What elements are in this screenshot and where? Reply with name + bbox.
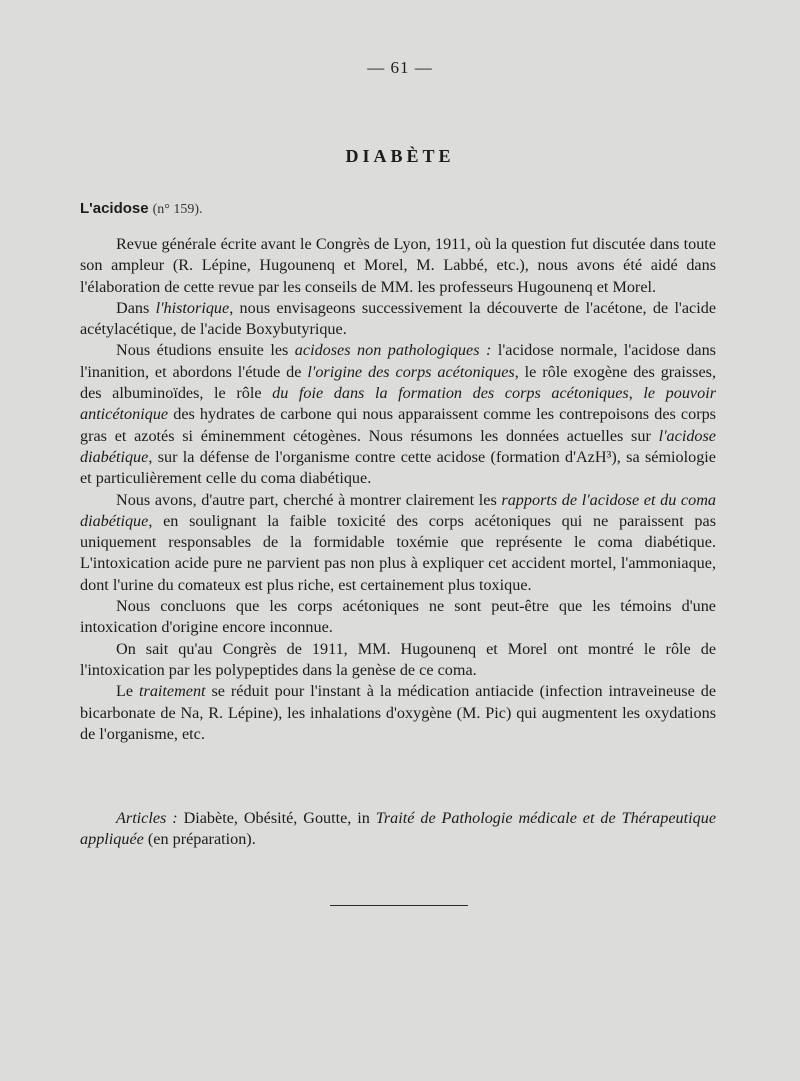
italic-run: traitement	[139, 682, 206, 701]
text-run: se réduit pour l'instant à la médication antiacide (infection intraveineuse de bicarbonate de Na, R. Lépine), les inhalations d'oxygène (M. Pic) qui augmentent les oxydations de l'organisme, etc.	[80, 682, 716, 743]
section-heading-label: L'acidose	[80, 200, 149, 217]
text-run: Le	[116, 682, 140, 701]
text-run: l'acidose normale, l'acidose dans l'inanition, et abordons l'étude de	[80, 341, 716, 381]
italic-run: rapports de l'acidose et du coma diabétique	[80, 490, 716, 530]
text-run: , sur la défense de l'organisme contre cette acidose (formation d'AzH³), sa sémiologie et particulièrement celle du coma diabétique.	[80, 447, 716, 488]
text-run: ,	[628, 384, 644, 403]
text-run: (en préparation).	[143, 830, 256, 849]
paragraph-5: Nous concluons que les corps acétoniques ne sont peut-être que les témoins d'une intoxication d'origine encore inconnue.	[80, 597, 716, 637]
paragraph-7	[80, 681, 716, 745]
italic-run: l'historique	[155, 298, 230, 317]
articles-paragraph	[80, 808, 716, 851]
paragraph-1: Revue générale écrite avant le Congrès de Lyon, 1911, où la question fut discutée dans toute son ampleur (R. Lépine, Hugounenq et Morel, M. Labbé, etc.), nous avons été aidé dans l'élaboration de cette revue par les conseils de MM. les professeurs Hugounenq et Morel.	[80, 235, 716, 296]
italic-run: l'origine des corps acétoniques	[307, 362, 515, 381]
page-title: DIABÈTE	[345, 146, 455, 166]
body-text	[80, 234, 716, 745]
text-run: Nous étudions ensuite les	[116, 341, 295, 360]
paragraph-6: On sait qu'au Congrès de 1911, MM. Hugounenq et Morel ont montré le rôle de l'intoxication par les polypeptides dans la genèse de ce coma.	[80, 639, 716, 679]
italic-run: le pouvoir anticétonique	[80, 384, 717, 424]
paragraph-3	[80, 340, 716, 489]
text-run: Diabète, Obésité, Goutte, in	[177, 809, 376, 827]
articles-note	[80, 808, 716, 851]
italic-run: l'acidose diabétique	[80, 426, 716, 466]
text-run: , en soulignant la faible toxicité des corps acétoniques qui ne paraissent pas uniquement responsables de la formidable toxémie que représente le coma diabétique. L'intoxication acide pure ne parvient pas non plus à expliquer cet accident mortel, l'ammoniaque, dont l'urine du comateux est plus riche, est certainement plus toxique.	[80, 511, 716, 594]
text-run: , le rôle exogène des graisses, des albuminoïdes, le rôle	[80, 362, 716, 403]
italic-run: Traité de Pathologie médicale et de Thérapeutique appliquée	[80, 809, 716, 849]
end-rule-divider	[330, 905, 468, 906]
articles-label: Articles :	[116, 809, 178, 827]
section-heading	[80, 200, 203, 218]
italic-run: du foie dans la formation des corps acétoniques	[272, 384, 629, 403]
section-reference: (n° 159).	[152, 202, 203, 217]
text-run: Dans	[116, 298, 156, 317]
italic-run: acidoses non pathologiques :	[294, 341, 492, 360]
paragraph-4	[80, 490, 716, 596]
text-run: , nous envisageons successivement la découverte de l'acétone, de l'acide acétylacétique, de l'acide Boxybutyrique.	[80, 298, 716, 339]
text-run: des hydrates de carbone qui nous apparaissent comme les contrepoisons des corps gras et azotés si éminemment cétogènes. Nous résumons les données actuelles sur	[80, 405, 716, 445]
page-number: — 61 —	[367, 58, 433, 77]
text-run: Nous avons, d'autre part, cherché à montrer clairement les	[116, 490, 502, 509]
paragraph-2	[80, 298, 716, 341]
